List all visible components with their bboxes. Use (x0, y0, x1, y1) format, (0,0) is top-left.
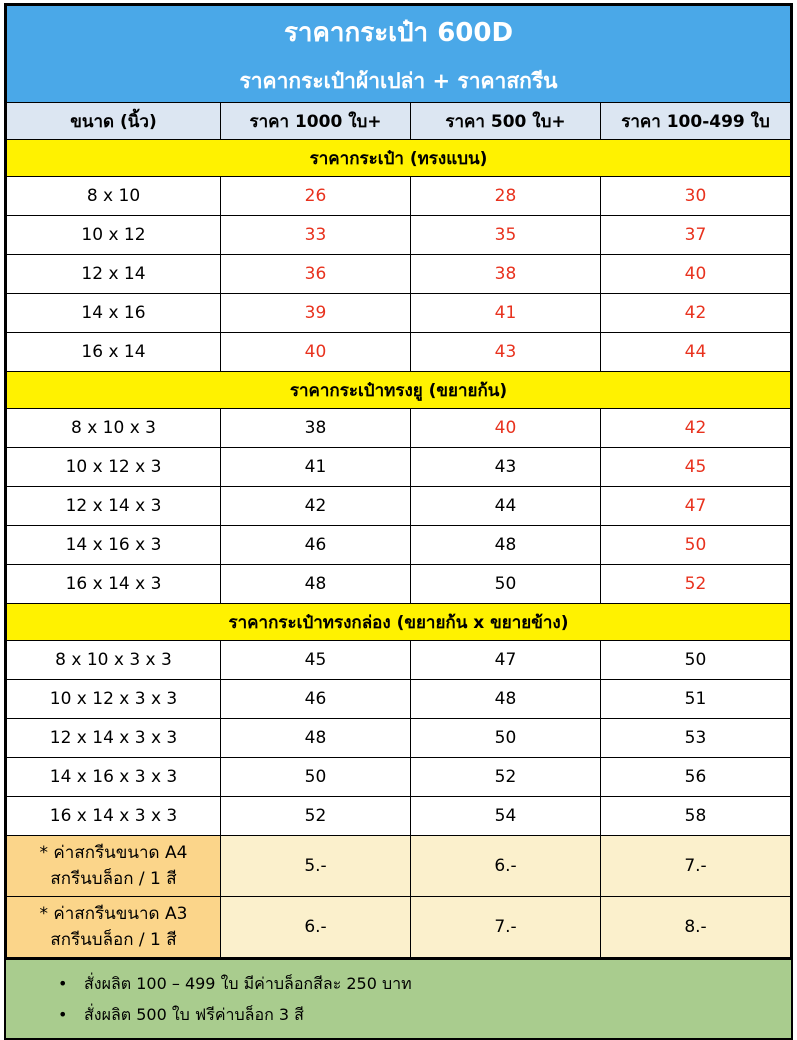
size-cell: 8 x 10 x 3 x 3 (7, 641, 221, 680)
screen-label-cell (7, 897, 221, 958)
notes-list (46, 968, 791, 1030)
price-500-cell: 47 (411, 641, 601, 680)
screen-price-100-499: 7.- (601, 836, 791, 897)
table-row (7, 216, 791, 255)
size-cell: 10 x 12 x 3 x 3 (7, 680, 221, 719)
price-100-499-cell: 40 (601, 255, 791, 294)
price-500-cell: 43 (411, 448, 601, 487)
price-100-499-cell: 56 (601, 758, 791, 797)
table-row (7, 719, 791, 758)
header-price-100-499: ราคา 100-499 ใบ (601, 103, 791, 140)
price-500-cell: 50 (411, 719, 601, 758)
page-subtitle: ราคากระเป๋าผ้าเปล่า + ราคาสกรีน (239, 69, 558, 93)
price-500-cell: 28 (411, 177, 601, 216)
screen-label-line2: สกรีนบล็อก / 1 สี (50, 869, 177, 889)
table-row (7, 565, 791, 604)
title-banner (7, 6, 791, 103)
table-row (7, 487, 791, 526)
screen-label-cell (7, 836, 221, 897)
price-sheet (4, 3, 793, 1040)
price-500-cell: 38 (411, 255, 601, 294)
table-row (7, 680, 791, 719)
size-cell: 12 x 14 (7, 255, 221, 294)
price-1000-cell: 45 (221, 641, 411, 680)
price-body (7, 140, 791, 958)
price-table (6, 5, 791, 958)
size-cell: 12 x 14 x 3 x 3 (7, 719, 221, 758)
price-1000-cell: 38 (221, 409, 411, 448)
price-100-499-cell: 58 (601, 797, 791, 836)
price-100-499-cell: 53 (601, 719, 791, 758)
section-header-row (7, 604, 791, 641)
column-header-row (7, 103, 791, 140)
bullet-icon: • (58, 1005, 68, 1024)
page-title: ราคากระเป๋า 600D (283, 18, 514, 48)
section-title: ราคากระเป๋าทรงกล่อง (ขยายก้น x ขยายข้าง) (7, 604, 791, 641)
price-1000-cell: 46 (221, 526, 411, 565)
note-text: สั่งผลิต 500 ใบ ฟรีค่าบล็อก 3 สี (84, 1005, 304, 1024)
price-100-499-cell: 37 (601, 216, 791, 255)
price-100-499-cell: 45 (601, 448, 791, 487)
price-100-499-cell: 42 (601, 409, 791, 448)
price-500-cell: 35 (411, 216, 601, 255)
price-100-499-cell: 30 (601, 177, 791, 216)
size-cell: 8 x 10 x 3 (7, 409, 221, 448)
size-cell: 12 x 14 x 3 (7, 487, 221, 526)
table-row (7, 294, 791, 333)
price-1000-cell: 39 (221, 294, 411, 333)
notes-box (6, 958, 791, 1038)
price-1000-cell: 41 (221, 448, 411, 487)
table-row (7, 333, 791, 372)
price-1000-cell: 33 (221, 216, 411, 255)
note-item (58, 999, 791, 1030)
price-1000-cell: 26 (221, 177, 411, 216)
screen-label-line1: * ค่าสกรีนขนาด A3 (39, 904, 188, 924)
size-cell: 16 x 14 x 3 x 3 (7, 797, 221, 836)
price-500-cell: 54 (411, 797, 601, 836)
table-row (7, 797, 791, 836)
screen-label-line1: * ค่าสกรีนขนาด A4 (39, 843, 188, 863)
price-100-499-cell: 51 (601, 680, 791, 719)
size-cell: 14 x 16 x 3 (7, 526, 221, 565)
table-row (7, 255, 791, 294)
screen-price-100-499: 8.- (601, 897, 791, 958)
table-row (7, 177, 791, 216)
screen-price-500: 7.- (411, 897, 601, 958)
size-cell: 10 x 12 (7, 216, 221, 255)
price-100-499-cell: 44 (601, 333, 791, 372)
section-header-row (7, 372, 791, 409)
size-cell: 14 x 16 x 3 x 3 (7, 758, 221, 797)
price-100-499-cell: 50 (601, 526, 791, 565)
section-header-row (7, 140, 791, 177)
header-price-500: ราคา 500 ใบ+ (411, 103, 601, 140)
price-100-499-cell: 52 (601, 565, 791, 604)
screen-price-row (7, 897, 791, 958)
price-500-cell: 41 (411, 294, 601, 333)
screen-price-1000: 6.- (221, 897, 411, 958)
price-1000-cell: 40 (221, 333, 411, 372)
size-cell: 10 x 12 x 3 (7, 448, 221, 487)
price-500-cell: 43 (411, 333, 601, 372)
price-500-cell: 50 (411, 565, 601, 604)
table-row (7, 526, 791, 565)
table-row (7, 641, 791, 680)
price-1000-cell: 36 (221, 255, 411, 294)
price-1000-cell: 48 (221, 565, 411, 604)
screen-price-500: 6.- (411, 836, 601, 897)
price-500-cell: 48 (411, 680, 601, 719)
table-row (7, 448, 791, 487)
screen-price-1000: 5.- (221, 836, 411, 897)
price-500-cell: 48 (411, 526, 601, 565)
price-1000-cell: 50 (221, 758, 411, 797)
price-500-cell: 52 (411, 758, 601, 797)
price-500-cell: 40 (411, 409, 601, 448)
price-1000-cell: 52 (221, 797, 411, 836)
bullet-icon: • (58, 974, 68, 993)
note-item (58, 968, 791, 999)
note-text: สั่งผลิต 100 – 499 ใบ มีค่าบล็อกสีละ 250 บาท (84, 974, 412, 993)
price-1000-cell: 42 (221, 487, 411, 526)
size-cell: 16 x 14 (7, 333, 221, 372)
table-row (7, 758, 791, 797)
size-cell: 8 x 10 (7, 177, 221, 216)
size-cell: 14 x 16 (7, 294, 221, 333)
price-1000-cell: 48 (221, 719, 411, 758)
price-100-499-cell: 42 (601, 294, 791, 333)
price-500-cell: 44 (411, 487, 601, 526)
section-title: ราคากระเป๋า (ทรงแบน) (7, 140, 791, 177)
price-100-499-cell: 50 (601, 641, 791, 680)
screen-label-line2: สกรีนบล็อก / 1 สี (50, 930, 177, 950)
size-cell: 16 x 14 x 3 (7, 565, 221, 604)
price-100-499-cell: 47 (601, 487, 791, 526)
header-price-1000: ราคา 1000 ใบ+ (221, 103, 411, 140)
screen-price-row (7, 836, 791, 897)
price-1000-cell: 46 (221, 680, 411, 719)
table-row (7, 409, 791, 448)
header-size: ขนาด (นิ้ว) (7, 103, 221, 140)
section-title: ราคากระเป๋าทรงยู (ขยายก้น) (7, 372, 791, 409)
